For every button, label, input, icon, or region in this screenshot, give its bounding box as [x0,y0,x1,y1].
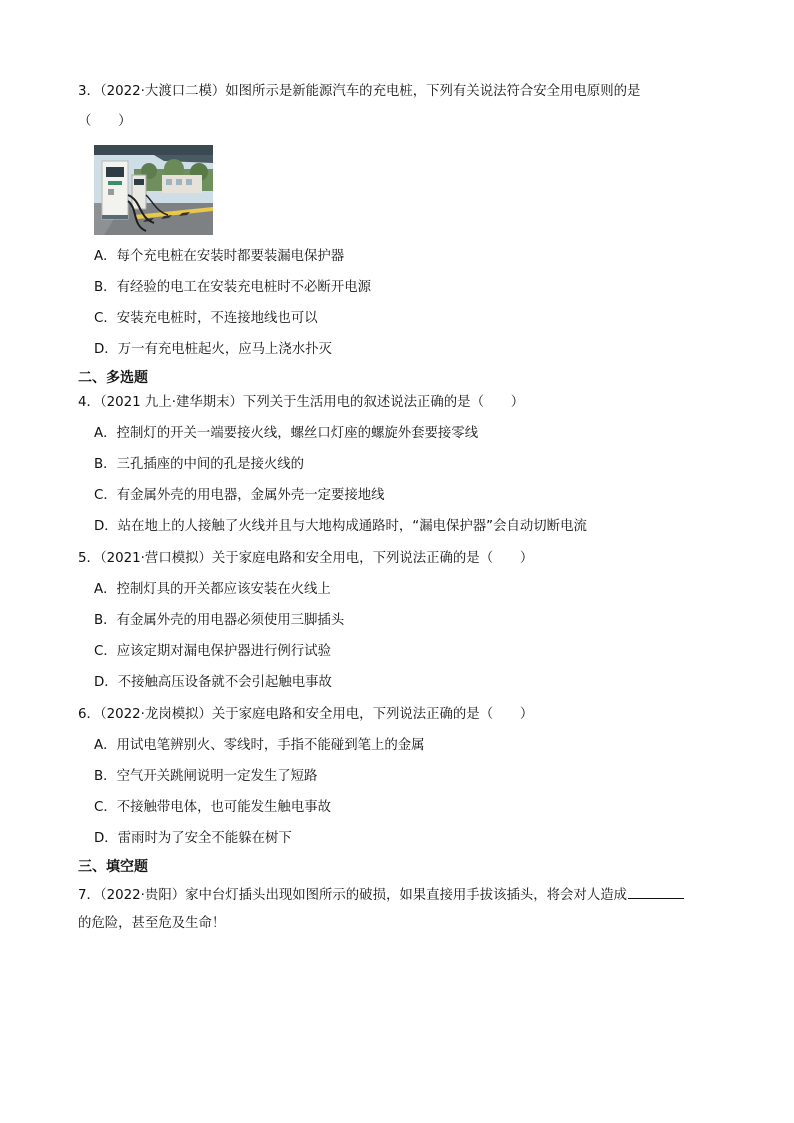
q7-stem [78,884,684,905]
q3-answer-bracket: （ ） [78,114,132,129]
charging-station-photo [94,145,213,235]
q4-option-a: A．控制灯的开关一端要接火线，螺丝口灯座的螺旋外套要接零线 [94,426,479,441]
q4-stem: 4．（2021 九上·建华期末）下列关于生活用电的叙述说法正确的是（ ） [78,395,525,410]
q5-option-d: D．不接触高压设备就不会引起触电事故 [94,675,332,690]
q4-option-d: D．站在地上的人接触了火线并且与大地构成通路时，“漏电保护器”会自动切断电流 [94,519,587,534]
section-multiple-choice: 二、多选题 [78,370,148,386]
q3-option-b: B．有经验的电工在安装充电桩时不必断开电源 [94,280,371,295]
q5-option-a: A．控制灯具的开关都应该安装在火线上 [94,582,331,597]
q6-option-d: D．雷雨时为了安全不能躲在树下 [94,831,292,846]
q3-option-c: C．安装充电桩时，不连接地线也可以 [94,311,318,326]
q6-option-b: B．空气开关跳闸说明一定发生了短路 [94,769,318,784]
q5-option-b: B．有金属外壳的用电器必须使用三脚插头 [94,613,345,628]
q4-option-c: C．有金属外壳的用电器，金属外壳一定要接地线 [94,488,385,503]
q5-option-c: C．应该定期对漏电保护器进行例行试验 [94,644,331,659]
q4-option-b: B．三孔插座的中间的孔是接火线的 [94,457,305,472]
q6-option-c: C．不接触带电体，也可能发生触电事故 [94,800,331,815]
q3-option-a: A．每个充电桩在安装时都要装漏电保护器 [94,249,345,264]
q7-answer-blank[interactable] [628,884,684,899]
q6-stem: 6．（2022·龙岗模拟）关于家庭电路和安全用电，下列说法正确的是（ ） [78,707,534,722]
q6-option-a: A．用试电笔辨别火、零线时，手指不能碰到笔上的金属 [94,738,425,753]
q3-option-d: D．万一有充电桩起火，应马上浇水扑灭 [94,342,332,357]
q7-stem-text: 7．（2022·贵阳）家中台灯插头出现如图所示的破损，如果直接用手拔该插头，将会对人造成 [78,888,627,903]
q7-stem-continuation: 的危险，甚至危及生命！ [78,916,226,931]
q3-stem: 3．（2022·大渡口二模）如图所示是新能源汽车的充电桩，下列有关说法符合安全用电原则的是 [78,84,641,99]
q5-stem: 5．（2021·营口模拟）关于家庭电路和安全用电，下列说法正确的是（ ） [78,551,534,566]
section-fill-in: 三、填空题 [78,859,148,875]
